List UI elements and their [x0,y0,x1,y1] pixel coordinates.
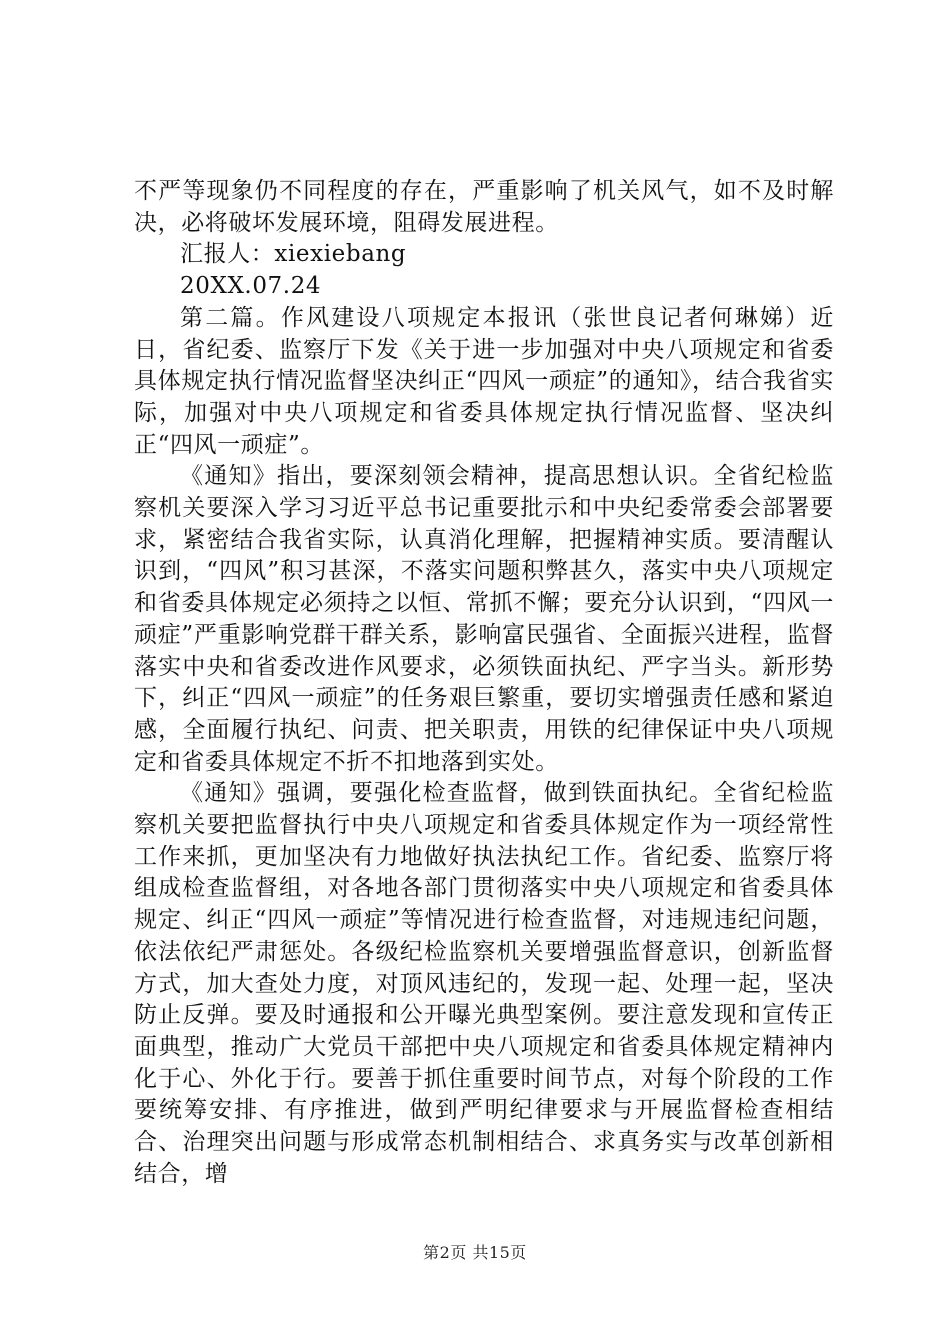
page-footer: 第2页 共15页 [423,1243,527,1262]
paragraph-continuation: 不严等现象仍不同程度的存在，严重影响了机关风气，如不及时解决，必将破坏发展环境，阻碍发展进程。 [134,178,834,236]
reporter-line: 汇报人：xiexiebang [180,241,407,268]
paragraph-notice-points: 《通知》指出，要深刻领会精神，提高思想认识。全省纪检监察机关要深入学习习近平总书记重要批示和中央纪委常委会部署要求，紧密结合我省实际，认真消化理解，把握精神实质。要清醒认识到，“四风”积习甚深，不落实问题积弊甚久，落实中央八项规定和省委具体规定必须持之以恒、常抓不懈；要充分认识到，“四风一顽症”严重影响党群干群关系，影响富民强省、全面振兴进程，监督落实中央和省委改进作风要求，必须铁面执纪、严字当头。新形势下，纠正“四风一顽症”的任务艰巨繁重，要切实增强责任感和紧迫感，全面履行执纪、问责、把关职责，用铁的纪律保证中央八项规定和省委具体规定不折不扣地落到实处。 [134,463,834,775]
document-body [134,176,834,1191]
paragraph-notice-emphasis: 《通知》强调，要强化检查监督，做到铁面执纪。全省纪检监察机关要把监督执行中央八项规定和省委具体规定作为一项经常性工作来抓，更加坚决有力地做好执法执纪工作。省纪委、监察厅将组成检查监督组，对各地各部门贯彻落实中央八项规定和省委具体规定、纠正“四风一顽症”等情况进行检查监督，对违规违纪问题，依法依纪严肃惩处。各级纪检监察机关要增强监督意识，创新监督方式，加大查处力度，对顶风违纪的，发现一起、处理一起，坚决防止反弹。要及时通报和公开曝光典型案例。要注意发现和宣传正面典型，推动广大党员干部把中央八项规定和省委具体规定精神内化于心、外化于行。要善于抓住重要时间节点，对每个阶段的工作要统筹安排、有序推进，做到严明纪律要求与开展监督检查相结合、治理突出问题与形成常态机制相结合、求真务实与改革创新相结合，增 [134,780,834,1187]
paragraph-second-article: 第二篇。作风建设八项规定本报讯（张世良记者何琳娣）近日，省纪委、监察厅下发《关于进一步加强对中央八项规定和省委具体规定执行情况监督坚决纠正“四风一顽症”的通知》，结合我省实际，加强对中央八项规定和省委具体规定执行情况监督、坚决纠正“四风一顽症”。 [134,304,834,458]
date-line: 20XX.07.24 [180,273,322,300]
